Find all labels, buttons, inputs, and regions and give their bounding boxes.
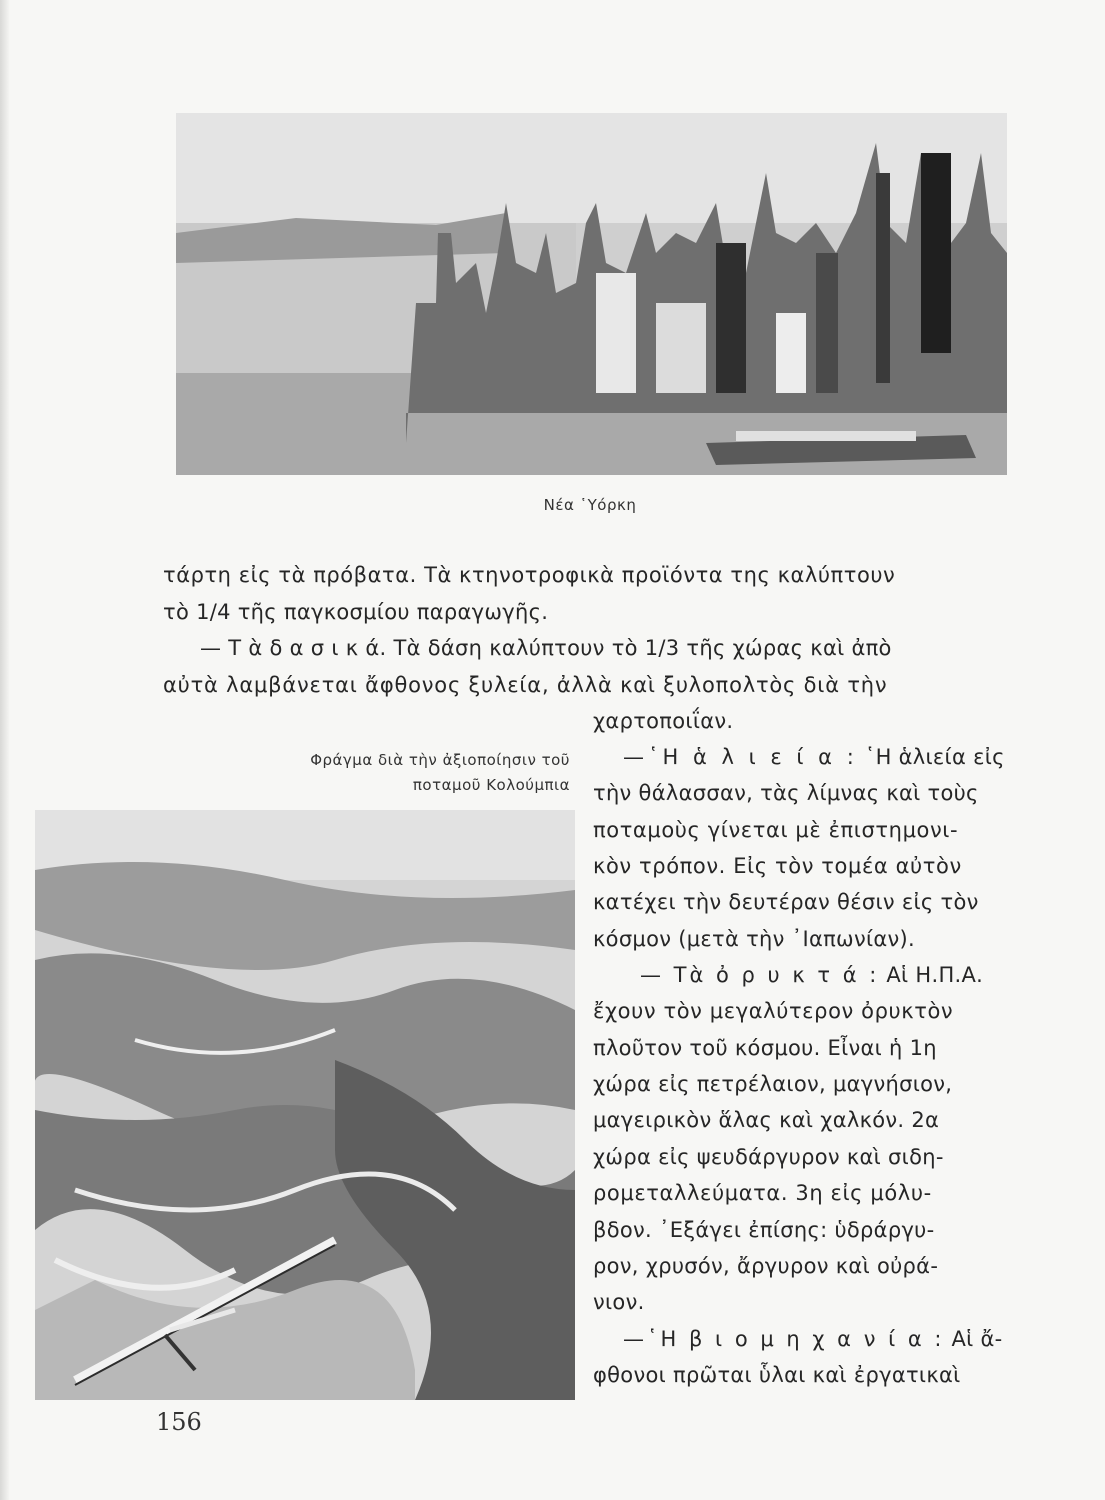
text-line: τὸ 1/4 τῆς παγκοσμίου παραγωγῆς.: [163, 600, 549, 624]
text-line: [640, 963, 983, 987]
text-line: βδον. ᾿Εξάγει ἐπίσης: ὑδράργυ-: [593, 1218, 935, 1242]
text-line: [623, 1327, 1003, 1351]
text-line: [623, 745, 1005, 769]
text-line: φθονοι πρῶται ὗλαι καὶ ἐργατικαὶ: [593, 1363, 961, 1387]
section-heading-forest: — Τ ὰ δ α σ ι κ ά.: [200, 636, 387, 660]
text-line: τὴν θάλασσαν, τὰς λίμνας καὶ τοὺς: [593, 781, 979, 805]
text-line: κατέχει τὴν δευτέραν θέσιν εἰς τὸν: [593, 890, 979, 914]
scan-edge-shadow: [0, 0, 10, 1500]
caption-line: ποταμοῦ Κολούμπια: [412, 776, 570, 794]
text-line: χαρτοποιΐαν.: [593, 709, 734, 733]
text-line: χώρα εἰς ψευδάργυρον καὶ σιδη-: [593, 1145, 944, 1169]
section-text: Αἱ Η.Π.Α.: [886, 963, 984, 987]
text-line: κόσμον (μετὰ τὴν ᾿Ιαπωνίαν).: [593, 927, 916, 951]
text-line: ποταμοὺς γίνεται μὲ ἐπιστημονι-: [593, 818, 959, 842]
section-text: Τὰ δάση καλύπτουν τὸ 1/3 τῆς χώρας καὶ ἀπὸ: [393, 636, 892, 660]
text-line: ρομεταλλεύματα. 3η εἰς μόλυ-: [593, 1181, 932, 1205]
text-line: ρον, χρυσόν, ἄργυρον καὶ οὐρά-: [593, 1254, 939, 1278]
text-line: πλοῦτον τοῦ κόσμου. Εἶναι ἡ 1η: [593, 1036, 937, 1060]
section-text: Αἱ ἄ-: [951, 1327, 1003, 1351]
caption-line: Φράγμα διὰ τὴν ἀξιοποίησιν τοῦ: [310, 751, 570, 769]
new-york-skyline-photo: [176, 113, 1007, 475]
page-number: 156: [156, 1408, 202, 1436]
text-line: νιον.: [593, 1290, 645, 1314]
text-line: τάρτη εἰς τὰ πρόβατα. Τὰ κτηνοτροφικὰ προϊόντα της καλύπτουν: [163, 563, 896, 587]
section-heading-industry: —῾Η β ι ο μ η χ α ν ί α :: [623, 1327, 945, 1351]
text-line: χώρα εἰς πετρέλαιον, μαγνήσιον,: [593, 1072, 953, 1096]
section-text: ῾Η ἁλιεία εἰς: [864, 745, 1005, 769]
text-line: κὸν τρόπον. Εἰς τὸν τομέα αὐτὸν: [593, 854, 962, 878]
section-heading-minerals: — Τὰ ὀ ρ υ κ τ ά :: [640, 963, 880, 987]
text-line: [200, 636, 892, 660]
dam-photo-caption: [180, 748, 570, 798]
columbia-dam-photo: [35, 810, 575, 1400]
text-line: αὐτὰ λαμβάνεται ἄφθονος ξυλεία, ἀλλὰ καὶ ξυλοπολτὸς διὰ τὴν: [163, 673, 888, 697]
text-line: ἔχουν τὸν μεγαλύτερον ὀρυκτὸν: [593, 999, 954, 1023]
section-heading-fishing: —῾Η ἁ λ ι ε ί α :: [623, 745, 858, 769]
text-line: μαγειρικὸν ἅλας καὶ χαλκόν. 2α: [593, 1108, 940, 1132]
new-york-photo-caption: Νέα ῾Υόρκη: [543, 496, 637, 514]
